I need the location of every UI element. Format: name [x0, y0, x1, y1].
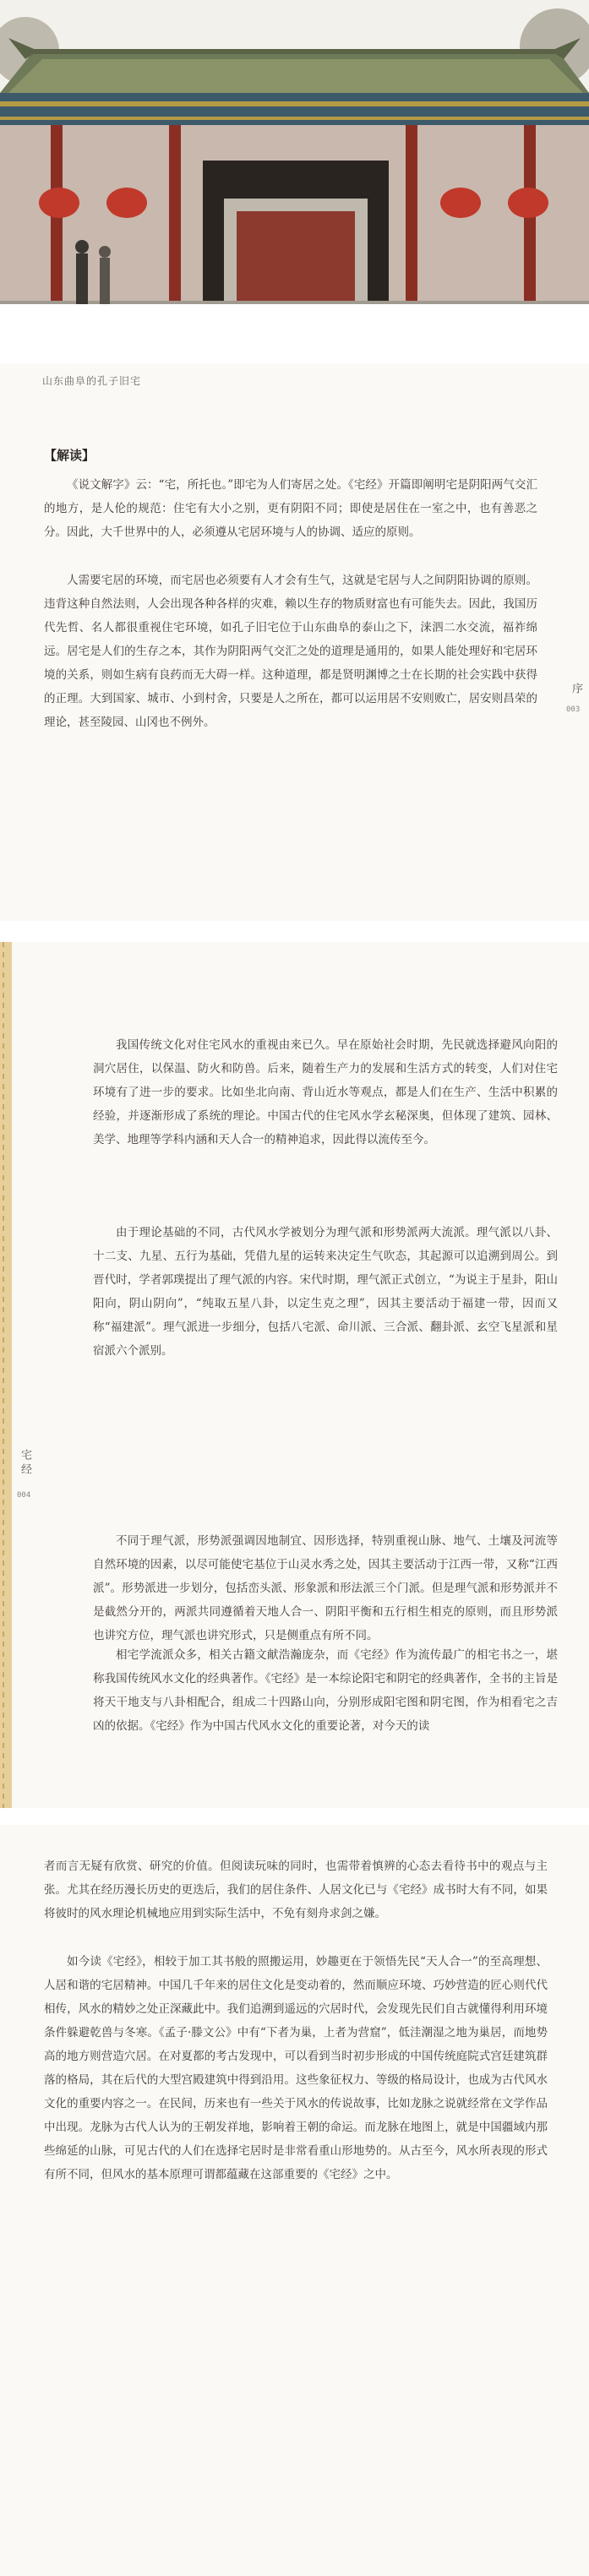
page-side-label: 宅经 [19, 1449, 31, 1478]
decorative-border [0, 942, 12, 1808]
page-gap [0, 1808, 589, 1825]
page-3 [0, 1825, 589, 2576]
confucius-residence-photo [0, 0, 589, 363]
paragraph-4: 由于理论基础的不同，古代风水学被划分为理气派和形势派两大流派。理气派以八卦、十二支、九星、五行为基础，凭借九星的运转来决定生气吹态，其起源可以追溯到周公。到晋代时，学者郭璞提出了理气派的内容。宋代时期，理气派正式创立，“为说主于星卦，阳山阳向，阴山阴向”，“纯取五星八卦，以定生克之理”，因其主要活动于福建一带，因而又称“福建派”。理气派进一步细分，包括八宅派、命川派、三合派、翻卦派、玄空飞星派和星宿派六个派别。 [93, 1226, 558, 1358]
page-number: 004 [17, 1491, 31, 1500]
paragraph-5: 不同于理气派，形势派强调因地制宜、因形选择，特别重视山脉、地气、土壤及河流等自然环境的因素，以尽可能使宅基位于山灵水秀之处，因其主要活动于江西一带，又称“江西派”。形势派进一步划分，包括峦头派、形象派和形法派三个门派。但是理气派和形势派并不是截然分开的，两派共同遵循着天地人合一、阴阳平衡和五行相生相克的原则，而且形势派也讲究方位，理气派也讲究形式，只是侧重点有所不同。 [93, 1534, 558, 1642]
temple-gate-illustration [0, 0, 589, 363]
paragraph-3: 我国传统文化对住宅风水的重视由来已久。早在原始社会时期，先民就选择避风向阳的洞穴居住，以保温、防火和防兽。后来，随着生产力的发展和生活方式的转变，人们对住宅环境有了进一步的要求。比如坐北向南、背山近水等观点，都是人们在生产、生活中积累的经验，并逐渐形成了系统的理论。中国古代的住宅风水学玄秘深奥，但体现了建筑、园林、美学、地理等学科内涵和天人合一的精神追求，因此得以流传至今。 [93, 1038, 558, 1146]
paragraph-6: 相宅学流派众多，相关古籍文献浩瀚庞杂，而《宅经》作为流传最广的相宅书之一，堪称我国传统风水文化的经典著作。《宅经》是一本综论阳宅和阴宅的经典著作，全书的主旨是将天干地支与八卦相配合，组成二十四路山向，分别形成阳宅图和阴宅图，作为相看宅之吉凶的依据。《宅经》作为中国古代风水文化的重要论著，对今天的读 [93, 1648, 558, 1733]
page-side-label: 序 [570, 683, 582, 697]
page-2 [0, 942, 589, 1808]
page-number: 003 [566, 705, 581, 714]
photo-caption: 山东曲阜的孔子旧宅 [42, 375, 142, 387]
page-gap [0, 921, 589, 942]
paragraph-7: 者而言无疑有欣赏、研究的价值。但阅读玩味的同时，也需带着慎辨的心态去看待书中的观点与主张。尤其在经历漫长历史的更迭后，我们的居住条件、人居文化已与《宅经》成书时大有不同，如果将彼时的风水理论机械地应用到实际生活中，不免有刻舟求剑之嫌。 [44, 1860, 548, 1920]
paragraph-1: 《说文解字》云：“宅，所托也。”即宅为人们寄居之处。《宅经》开篇即阐明宅是阴阳两气交汇的地方，是人伦的规范：住宅有大小之别，更有阴阳不同；即使是居住在一室之中，也有善恶之分。因此，大千世界中的人，必须遵从宅居环境与人的协调、适应的原则。 [44, 478, 537, 539]
paragraph-8: 如今读《宅经》，相较于加工其书般的照搬运用，妙趣更在于领悟先民“天人合一”的至高理想、人居和谐的宅居精神。中国几千年来的居住文化是变动着的，然而顺应环境、巧妙营造的匠心则代代相传，风水的精妙之处正深藏此中。我们追溯到遥远的穴居时代，会发现先民们自古就懂得利用环境条件躲避乾兽与冬寒。《孟子·滕文公》中有“下者为巢，上者为营窟”，低洼潮湿之地为巢居，而地势高的地方则营造穴居。在对夏都的考古发现中，可以看到当时初步形成的中国传统庭院式宫廷建筑群落的格局，其在后代的大型宫殿建筑中得到沿用。这些象征权力、等级的格局设计，也成为古代风水文化的重要内容之一。在民间，历来也有一些关于风水的传说故事，比如龙脉之说就经常在文学作品中出现。龙脉为古代人认为的王朝发祥地，影响着王朝的命运。而龙脉在地图上，就是中国疆域内那些绵延的山脉，可见古代的人们在选择宅居时是非常看重山形地势的。从古至今，风水所表现的形式有所不同，但风水的基本原理可谓都蕴藏在这部重要的《宅经》之中。 [44, 1955, 548, 2181]
page-1 [0, 0, 589, 921]
section-heading: 【解读】 [44, 448, 95, 463]
paragraph-2: 人需要宅居的环境，而宅居也必须要有人才会有生气，这就是宅居与人之间阴阳协调的原则。违背这种自然法则，人会出现各种各样的灾难，赖以生存的物质财富也有可能失去。因此，我国历代先哲、名人都很重视住宅环境，如孔子旧宅位于山东曲阜的泰山之下，涞泗二水交流，福祚绵远。居宅是人们的生存之本，其作为阴阳两气交汇之处的道理是通用的，如果人能处理好和宅居环境的关系，则如生病有良药而无大碍一样。这种道理，都是贤明渊博之士在长期的社会实践中获得的正理。大到国家、城市、小到村舍，只要是人之所在，都可以运用居不安则败亡，居安则昌荣的理论，甚至陵园、山冈也不例外。 [44, 574, 537, 729]
